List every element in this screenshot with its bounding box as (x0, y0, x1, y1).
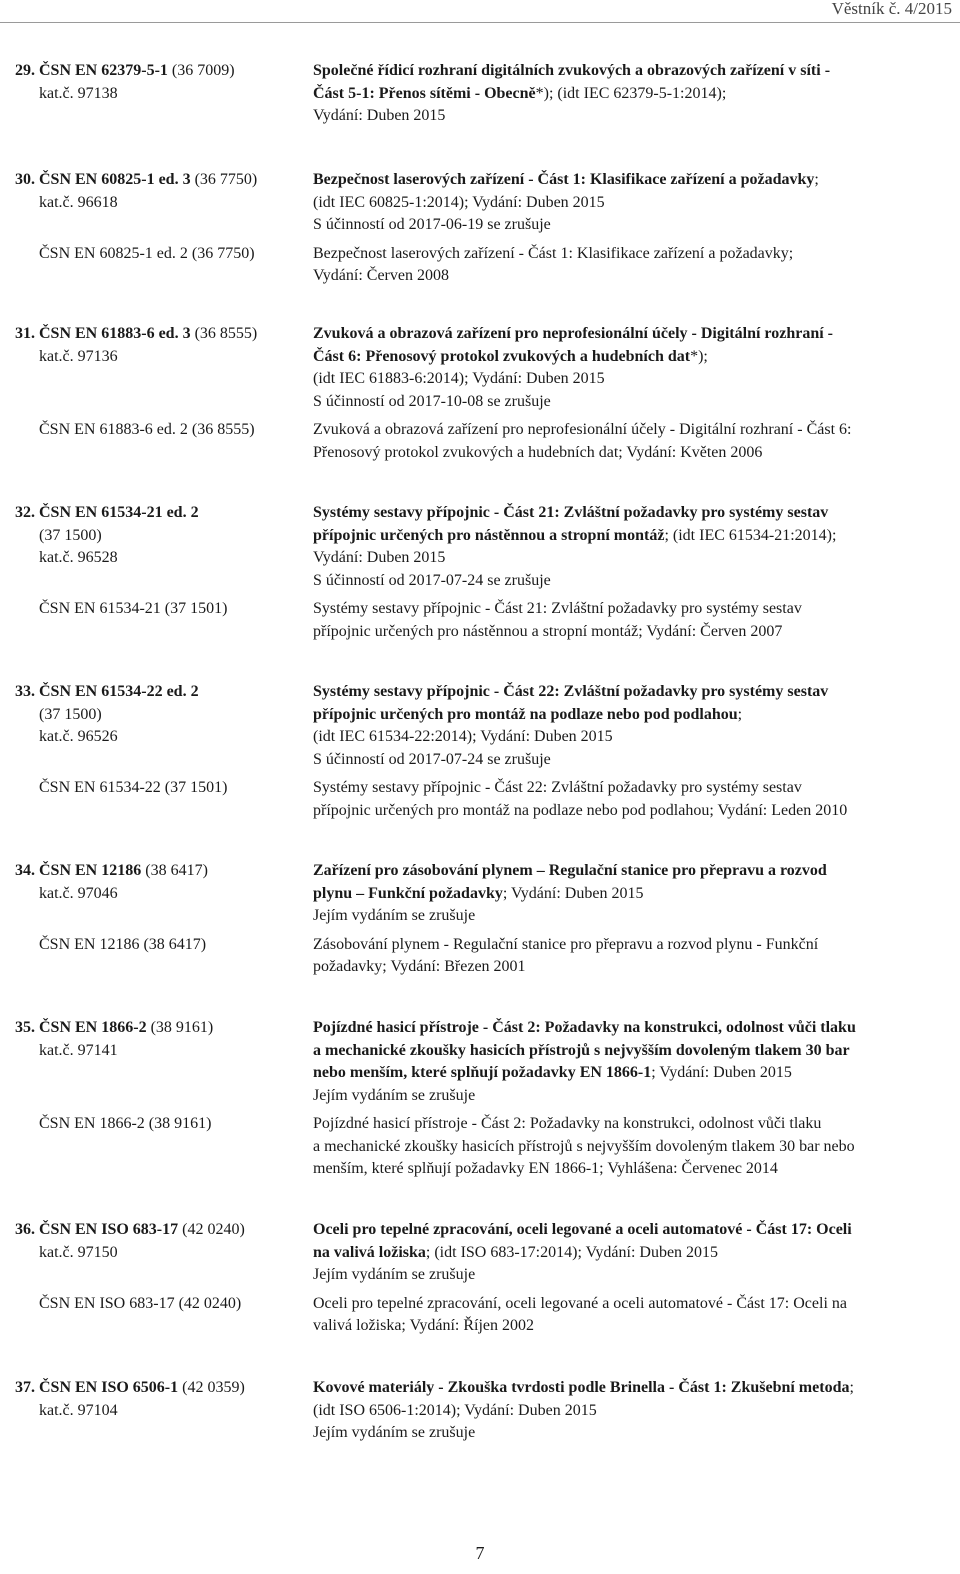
header-rule (0, 22, 960, 23)
superseded-standard-row (15, 419, 945, 464)
designation-class: (37 1500) (39, 526, 102, 544)
new-standard-row (15, 1017, 945, 1107)
new-standard-designation (15, 502, 313, 592)
title-suffix: ; (814, 171, 819, 188)
superseded-code: ČSN EN ISO 683-17 (42 0240) (39, 1294, 242, 1312)
designation-code: ČSN EN 12186 (39, 862, 142, 879)
standard-title: Systémy sestavy přípojnic - Část 21: Zvláštní požadavky pro systémy sestav (313, 504, 829, 521)
title-suffix: ; (849, 1379, 854, 1396)
new-standard-details (313, 60, 945, 128)
detail-line: Vydání: Duben 2015 (313, 107, 446, 124)
superseded-details (313, 243, 945, 288)
standard-entry (15, 323, 945, 464)
designation-class: (38 9161) (146, 1019, 214, 1036)
superseded-code: ČSN EN 1866-2 (38 9161) (39, 1115, 212, 1132)
catalog-number: kat.č. 97138 (39, 84, 118, 102)
detail-line: Jejím vydáním se zrušuje (313, 1266, 476, 1283)
journal-issue: Věstník č. 4/2015 (831, 0, 952, 18)
title-suffix: *); (idt IEC 62379-5-1:2014); (535, 84, 727, 102)
designation-code: ČSN EN 60825-1 ed. 3 (39, 171, 191, 188)
designation-code: ČSN EN 1866-2 (39, 1019, 147, 1036)
superseded-designation (15, 934, 313, 979)
new-standard-details (313, 323, 945, 413)
entry-number: 36. (15, 1221, 35, 1238)
superseded-standard-row (15, 1293, 945, 1338)
superseded-line: Bezpečnost laserových zařízení - Část 1: Klasifikace zařízení a požadavky; (313, 244, 794, 262)
superseded-line: požadavky; Vydání: Březen 2001 (313, 958, 526, 975)
catalog-number: kat.č. 97141 (39, 1041, 118, 1059)
standard-title: plynu – Funkční požadavky (313, 884, 503, 902)
superseded-code: ČSN EN 61883-6 ed. 2 (36 8555) (39, 421, 255, 438)
entry-number: 37. (15, 1379, 35, 1396)
superseded-details (313, 1113, 945, 1181)
new-standard-designation (15, 60, 313, 128)
new-standard-details (313, 1377, 945, 1445)
standard-entry (15, 681, 945, 822)
entry-number: 33. (15, 683, 35, 700)
new-standard-designation (15, 1377, 313, 1445)
superseded-standard-row (15, 598, 945, 643)
standard-title: Systémy sestavy přípojnic - Část 22: Zvláštní požadavky pro systémy sestav (313, 683, 829, 700)
designation-line (15, 1017, 313, 1040)
new-standard-designation (15, 1219, 313, 1287)
title-suffix: ; Vydání: Duben 2015 (502, 884, 644, 902)
designation-class: (37 1500) (39, 705, 102, 723)
designation-code: ČSN EN 62379-5-1 (39, 62, 168, 79)
designation-line (15, 1377, 313, 1400)
new-standard-details (313, 1017, 945, 1107)
new-standard-row (15, 502, 945, 592)
superseded-standard-row (15, 934, 945, 979)
superseded-designation (15, 777, 313, 822)
new-standard-details (313, 681, 945, 771)
new-standard-designation (15, 169, 313, 237)
standard-title: přípojnic určených pro montáž na podlaze nebo pod podlahou (313, 705, 738, 723)
designation-class: (36 7009) (167, 62, 235, 79)
designation-code: ČSN EN 61534-21 ed. 2 (39, 504, 199, 521)
title-line (313, 346, 945, 369)
title-suffix: ; (idt ISO 683-17:2014); Vydání: Duben 2015 (425, 1243, 719, 1261)
new-standard-designation (15, 1017, 313, 1107)
superseded-line: menším, které splňují požadavky EN 1866-1; Vyhlášena: Červenec 2014 (313, 1160, 778, 1177)
designation-code: ČSN EN 61883-6 ed. 3 (39, 325, 191, 342)
new-standard-row (15, 1219, 945, 1287)
designation-line (15, 323, 313, 346)
title-line (313, 60, 945, 83)
standard-title: a mechanické zkoušky hasicích přístrojů s nejvyšším dovoleným tlakem 30 bar (313, 1041, 850, 1059)
standard-title: Oceli pro tepelné zpracování, oceli legované a oceli automatové - Část 17: Oceli (313, 1221, 852, 1238)
entry-number: 31. (15, 325, 35, 342)
catalog-number: kat.č. 96528 (39, 549, 118, 566)
title-line (313, 1219, 945, 1242)
designation-class: (42 0359) (178, 1379, 245, 1396)
designation-line (15, 60, 313, 83)
catalog-number: kat.č. 96618 (39, 193, 118, 211)
standard-title: Část 5-1: Přenos sítěmi - Obecně (313, 84, 536, 102)
designation-line (15, 860, 313, 883)
superseded-line: Přenosový protokol zvukových a hudebních dat; Vydání: Květen 2006 (313, 443, 763, 461)
superseded-details (313, 419, 945, 464)
superseded-designation (15, 419, 313, 464)
standard-entry (15, 1017, 945, 1181)
title-line (313, 1377, 945, 1400)
catalog-number: kat.č. 96526 (39, 728, 118, 745)
designation-code: ČSN EN ISO 6506-1 (39, 1379, 179, 1396)
superseded-line: Vydání: Červen 2008 (313, 267, 449, 284)
title-line (313, 704, 945, 727)
superseded-line: valivá ložiska; Vydání: Říjen 2002 (313, 1317, 535, 1334)
title-line (313, 883, 945, 906)
standard-title: Kovové materiály - Zkouška tvrdosti podle Brinella - Část 1: Zkušební metoda (313, 1379, 850, 1396)
title-line (313, 525, 945, 548)
detail-line: (idt ISO 6506-1:2014); Vydání: Duben 2015 (313, 1401, 597, 1419)
title-line (313, 502, 945, 525)
title-line (313, 681, 945, 704)
standard-title: Pojízdné hasicí přístroje - Část 2: Požadavky na konstrukci, odolnost vůči tlaku (313, 1019, 856, 1036)
superseded-details (313, 934, 945, 979)
standard-entry (15, 1377, 945, 1445)
superseded-standard-row (15, 1113, 945, 1181)
new-standard-details (313, 1219, 945, 1287)
superseded-line: a mechanické zkoušky hasicích přístrojů s nejvyšším dovoleným tlakem 30 bar nebo (313, 1137, 855, 1155)
superseded-line: Systémy sestavy přípojnic - Část 21: Zvláštní požadavky pro systémy sestav (313, 600, 802, 617)
new-standard-designation (15, 323, 313, 413)
superseded-code: ČSN EN 60825-1 ed. 2 (36 7750) (39, 244, 255, 262)
designation-class: (36 8555) (190, 325, 258, 342)
new-standard-row (15, 169, 945, 237)
superseded-designation (15, 1293, 313, 1338)
superseded-details (313, 598, 945, 643)
entry-number: 29. (15, 62, 35, 79)
superseded-line: Systémy sestavy přípojnic - Část 22: Zvláštní požadavky pro systémy sestav (313, 779, 802, 796)
standard-title: Bezpečnost laserových zařízení - Část 1: Klasifikace zařízení a požadavky (313, 171, 815, 188)
designation-code: ČSN EN ISO 683-17 (39, 1221, 179, 1238)
detail-line: Jejím vydáním se zrušuje (313, 1424, 476, 1441)
superseded-code: ČSN EN 12186 (38 6417) (39, 935, 207, 953)
title-line (313, 323, 945, 346)
new-standard-details (313, 502, 945, 592)
designation-class: (38 6417) (141, 862, 208, 879)
superseded-details (313, 1293, 945, 1338)
superseded-code: ČSN EN 61534-21 (37 1501) (39, 600, 228, 617)
standard-title: přípojnic určených pro nástěnnou a stropní montáž (313, 526, 665, 544)
superseded-designation (15, 1113, 313, 1181)
title-line (313, 860, 945, 883)
superseded-line: Zásobování plynem - Regulační stanice pro přepravu a rozvod plynu - Funkční (313, 935, 819, 953)
detail-line: (idt IEC 61534-22:2014); Vydání: Duben 2015 (313, 728, 613, 745)
entry-number: 32. (15, 504, 35, 521)
standard-title: nebo menším, které splňují požadavky EN 1866-1 (313, 1064, 652, 1081)
detail-line: (idt IEC 60825-1:2014); Vydání: Duben 2015 (313, 193, 605, 211)
superseded-line: Oceli pro tepelné zpracování, oceli legované a oceli automatové - Část 17: Oceli na (313, 1294, 847, 1312)
standard-entry (15, 502, 945, 643)
catalog-number: kat.č. 97104 (39, 1401, 118, 1419)
title-line (313, 1040, 945, 1063)
detail-line: S účinností od 2017-07-24 se zrušuje (313, 750, 551, 768)
title-suffix: ; (737, 705, 743, 723)
new-standard-details (313, 169, 945, 237)
standard-title: Zařízení pro zásobování plynem – Regulační stanice pro přepravu a rozvod (313, 862, 827, 879)
designation-class: (42 0240) (178, 1221, 245, 1238)
standard-entry (15, 60, 945, 128)
entry-number: 30. (15, 171, 35, 188)
designation-line (15, 502, 313, 525)
standard-title: na valivá ložiska (313, 1243, 426, 1261)
title-line (313, 83, 945, 106)
superseded-line: Pojízdné hasicí přístroje - Část 2: Požadavky na konstrukci, odolnost vůči tlaku (313, 1115, 822, 1132)
title-line (313, 1062, 945, 1085)
new-standard-row (15, 1377, 945, 1445)
detail-line: Jejím vydáním se zrušuje (313, 907, 476, 924)
superseded-code: ČSN EN 61534-22 (37 1501) (39, 779, 228, 796)
designation-line (15, 169, 313, 192)
title-suffix: *); (690, 347, 708, 365)
new-standard-row (15, 860, 945, 928)
superseded-standard-row (15, 777, 945, 822)
detail-line: Jejím vydáním se zrušuje (313, 1086, 476, 1104)
superseded-line: Zvuková a obrazová zařízení pro neprofesionální účely - Digitální rozhraní - Část 6: (313, 421, 852, 438)
title-suffix: ; Vydání: Duben 2015 (651, 1064, 792, 1081)
standard-entry (15, 169, 945, 288)
entry-number: 35. (15, 1019, 35, 1036)
standard-title: Společné řídicí rozhraní digitálních zvukových a obrazových zařízení v síti - (313, 62, 831, 79)
catalog-number: kat.č. 97150 (39, 1243, 118, 1261)
catalog-number: kat.č. 97136 (39, 347, 118, 365)
superseded-designation (15, 243, 313, 288)
new-standard-row (15, 681, 945, 771)
designation-line (15, 681, 313, 704)
detail-line: S účinností od 2017-07-24 se zrušuje (313, 571, 551, 589)
entry-number: 34. (15, 862, 35, 879)
new-standard-designation (15, 860, 313, 928)
standard-entry (15, 1219, 945, 1338)
new-standard-details (313, 860, 945, 928)
title-line (313, 1017, 945, 1040)
superseded-designation (15, 598, 313, 643)
superseded-details (313, 777, 945, 822)
designation-line (15, 1219, 313, 1242)
designation-class: (36 7750) (190, 171, 258, 188)
title-line (313, 1242, 945, 1265)
standard-title: Část 6: Přenosový protokol zvukových a hudebních dat (313, 347, 691, 365)
superseded-line: přípojnic určených pro nástěnnou a stropní montáž; Vydání: Červen 2007 (313, 622, 783, 640)
detail-line: Vydání: Duben 2015 (313, 549, 446, 566)
title-suffix: ; (idt IEC 61534-21:2014); (664, 526, 837, 544)
standard-title: Zvuková a obrazová zařízení pro neprofesionální účely - Digitální rozhraní - (313, 325, 833, 342)
designation-code: ČSN EN 61534-22 ed. 2 (39, 683, 199, 700)
new-standard-row (15, 323, 945, 413)
new-standard-row (15, 60, 945, 128)
title-line (313, 169, 945, 192)
detail-line: S účinností od 2017-10-08 se zrušuje (313, 392, 551, 410)
page-number: 7 (475, 1543, 485, 1563)
detail-line: (idt IEC 61883-6:2014); Vydání: Duben 2015 (313, 370, 605, 387)
superseded-line: přípojnic určených pro montáž na podlaze nebo pod podlahou; Vydání: Leden 2010 (313, 801, 848, 819)
standard-entry (15, 860, 945, 979)
new-standard-designation (15, 681, 313, 771)
superseded-standard-row (15, 243, 945, 288)
detail-line: S účinností od 2017-06-19 se zrušuje (313, 216, 551, 233)
catalog-number: kat.č. 97046 (39, 884, 118, 902)
